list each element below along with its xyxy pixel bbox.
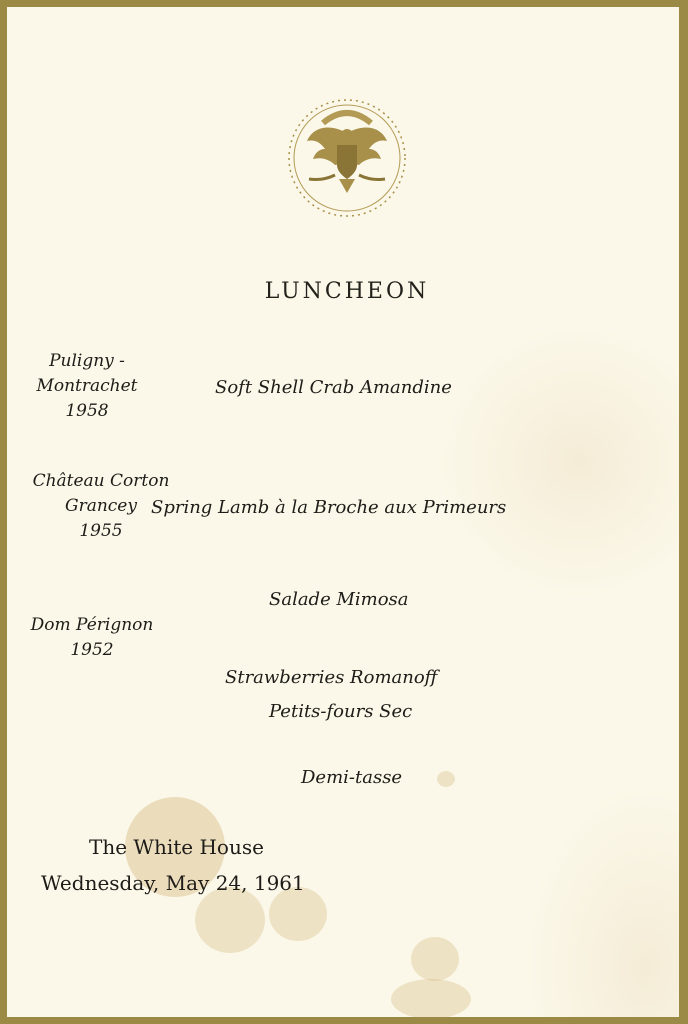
dish-item: Strawberries Romanoff bbox=[225, 667, 438, 688]
wine-pairing bbox=[19, 353, 155, 420]
wine-line: Puligny - bbox=[49, 351, 125, 371]
wine-line: Château Corton bbox=[32, 471, 170, 491]
wine-line: Montrachet bbox=[36, 376, 138, 396]
wine-pairing bbox=[19, 617, 165, 659]
wine-line: 1958 bbox=[65, 401, 109, 421]
coffee-stain bbox=[195, 887, 265, 953]
wine-line: Dom Pérignon bbox=[30, 615, 154, 635]
wine-line: 1955 bbox=[79, 521, 123, 541]
event-date: Wednesday, May 24, 1961 bbox=[41, 871, 305, 895]
dish-item: Petits-fours Sec bbox=[269, 701, 413, 722]
wine-line: 1952 bbox=[70, 640, 114, 660]
dish-item: Salade Mimosa bbox=[269, 589, 409, 610]
dish-item: Spring Lamb à la Broche aux Primeurs bbox=[151, 497, 507, 518]
venue-name: The White House bbox=[89, 835, 264, 859]
menu-title: LUNCHEON bbox=[264, 279, 430, 304]
dish-item: Demi-tasse bbox=[301, 767, 403, 788]
dish-item: Soft Shell Crab Amandine bbox=[215, 377, 452, 398]
coffee-stain bbox=[391, 979, 471, 1019]
coffee-stain bbox=[411, 937, 459, 981]
coffee-stain bbox=[437, 771, 455, 787]
wine-line: Grancey bbox=[65, 496, 137, 516]
coffee-stain bbox=[269, 887, 327, 941]
presidential-seal-icon bbox=[279, 93, 415, 223]
